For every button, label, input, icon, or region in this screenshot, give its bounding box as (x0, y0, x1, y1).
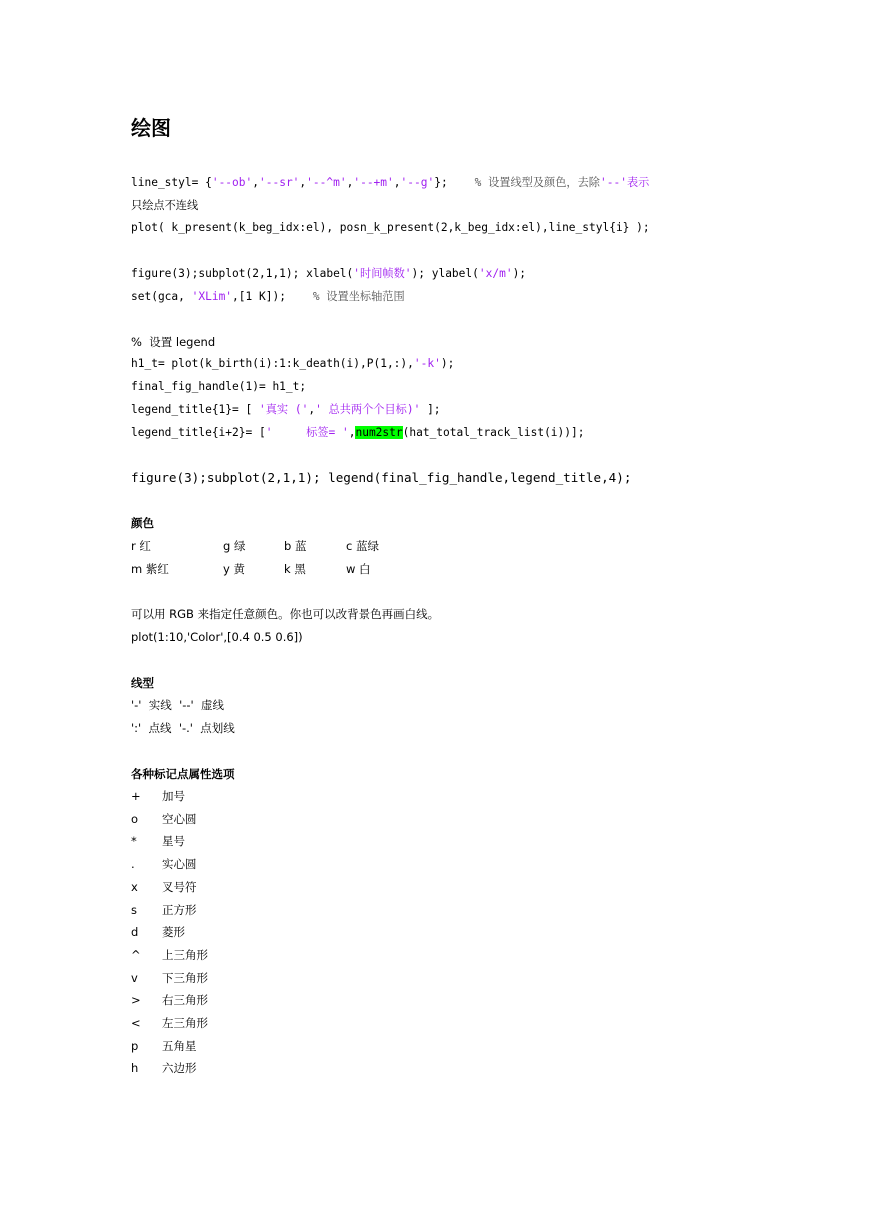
code-text: , (308, 403, 316, 416)
code-string: '-k' (413, 357, 441, 370)
marker-row (131, 921, 431, 944)
code-highlight-num2str: num2str (355, 426, 403, 439)
marker-name: 加号 (162, 789, 185, 803)
color-cell: r 红 (131, 539, 151, 553)
code-line-continuation: 只绘点不连线 (131, 199, 199, 212)
code-string: '--ob' (211, 176, 253, 189)
code-text: (hat_total_track_list(i))]; (402, 426, 585, 439)
marker-name: 空心圆 (162, 811, 197, 826)
section-title-markers: 各种标记点属性选项 (131, 767, 235, 781)
code-line-legend-title-i2 (131, 422, 584, 445)
code-line-set-xlim (131, 286, 405, 309)
color-cell: b 蓝 (284, 539, 307, 553)
code-text: , (299, 176, 307, 189)
code-string: '--sr' (259, 176, 300, 189)
marker-row (131, 808, 431, 831)
marker-row (131, 989, 431, 1012)
code-text: legend_title{i+2}= [ (131, 426, 266, 439)
marker-symbol: x (131, 879, 138, 894)
code-text: ,[1 K]); (232, 290, 313, 303)
marker-row (131, 944, 431, 967)
code-comment: % 设置线型及颜色，去除 (474, 176, 600, 189)
marker-symbol: + (131, 789, 141, 803)
marker-symbol: s (131, 902, 137, 917)
marker-row (131, 876, 431, 899)
marker-symbol: v (131, 970, 138, 985)
code-line-plot: plot( k_present(k_beg_idx:el), posn_k_present(2,k_beg_idx:el),line_styl{i} ); (131, 221, 650, 234)
code-text: h1_t= plot(k_birth(i):1:k_death(i),P(1,:), (131, 357, 414, 370)
code-line-line-styl (131, 172, 649, 195)
color-cell: w 白 (346, 562, 371, 576)
color-cell: y 黄 (223, 562, 245, 576)
code-text: line_styl= { (131, 176, 212, 189)
code-line-final-fig-handle: final_fig_handle(1)= h1_t; (131, 380, 307, 393)
marker-name: 右三角形 (162, 993, 208, 1008)
code-string: '--^m' (306, 176, 347, 189)
marker-row (131, 1035, 431, 1058)
code-text: legend_title{1}= [ (131, 403, 259, 416)
code-comment-legend: % 设置 legend (131, 335, 216, 349)
code-text: ); (440, 357, 455, 370)
code-text: set(gca, (131, 290, 192, 303)
code-string: ' 标签= ' (265, 426, 349, 439)
code-line-legend-call: figure(3);subplot(2,1,1); legend(final_fig_handle,legend_title,4); (131, 470, 632, 485)
marker-row (131, 785, 431, 808)
code-line-figure-xlabel (131, 263, 526, 286)
code-text: ); ylabel( (411, 267, 479, 280)
code-string: 'x/m' (478, 267, 513, 280)
code-text: }; (434, 176, 475, 189)
code-text: , (393, 176, 401, 189)
marker-name: 菱形 (162, 925, 185, 940)
code-string: 'XLim' (191, 290, 233, 303)
marker-row (131, 899, 431, 922)
linetype-row: ':' 点线 '-.' 点划线 (131, 721, 235, 735)
color-cell: m 紫红 (131, 562, 169, 576)
marker-name: 实心圆 (162, 857, 197, 872)
rgb-example: plot(1:10,'Color',[0.4 0.5 0.6]) (131, 630, 303, 644)
marker-symbol: * (131, 834, 137, 849)
marker-row (131, 1057, 431, 1080)
section-title-linetype: 线型 (131, 676, 154, 690)
code-text: , (252, 176, 259, 189)
section-title-colors: 颜色 (131, 516, 154, 530)
code-text: figure(3);subplot(2,1,1); xlabel( (131, 267, 354, 280)
marker-row (131, 853, 431, 876)
code-text: , (348, 426, 356, 439)
code-text: ); (512, 267, 527, 280)
marker-row (131, 967, 431, 990)
marker-symbol: . (131, 857, 135, 872)
code-text: ]; (420, 403, 441, 416)
code-string: '--' (599, 176, 627, 189)
code-line-h1t (131, 353, 454, 376)
code-string: '--g' (400, 176, 435, 189)
marker-row (131, 1012, 431, 1035)
color-cell: g 绿 (223, 539, 246, 553)
linetype-row: '-' 实线 '--' 虚线 (131, 698, 225, 712)
color-cell: c 蓝绿 (346, 539, 379, 553)
marker-symbol: < (131, 1016, 141, 1030)
marker-name: 星号 (162, 834, 185, 849)
code-string: '--+m' (353, 176, 394, 189)
marker-name: 上三角形 (162, 947, 208, 962)
marker-symbol: d (131, 925, 139, 940)
marker-symbol: p (131, 1038, 139, 1053)
code-text: , (346, 176, 354, 189)
marker-name: 五角星 (162, 1038, 197, 1053)
marker-name: 叉号符 (162, 879, 197, 894)
marker-symbol: > (131, 993, 141, 1008)
marker-name: 左三角形 (162, 1016, 208, 1030)
marker-name: 正方形 (162, 902, 197, 917)
page-title: 绘图 (131, 116, 171, 140)
marker-symbol: ^ (131, 947, 141, 962)
marker-row (131, 830, 431, 853)
marker-name: 下三角形 (162, 970, 208, 985)
code-string: '真实 (' (258, 403, 309, 416)
marker-name: 六边形 (162, 1061, 197, 1076)
code-string: 表示 (626, 176, 650, 189)
marker-symbol: h (131, 1061, 139, 1076)
code-comment: % 设置坐标轴范围 (312, 290, 405, 303)
rgb-note: 可以用 RGB 来指定任意颜色。你也可以改背景色再画白线。 (131, 607, 440, 621)
code-line-legend-title-1 (131, 399, 441, 422)
code-string: ' 总共两个个目标)' (315, 403, 421, 416)
color-cell: k 黑 (284, 562, 306, 576)
marker-symbol: o (131, 811, 139, 826)
code-string: '时间帧数' (353, 267, 412, 280)
